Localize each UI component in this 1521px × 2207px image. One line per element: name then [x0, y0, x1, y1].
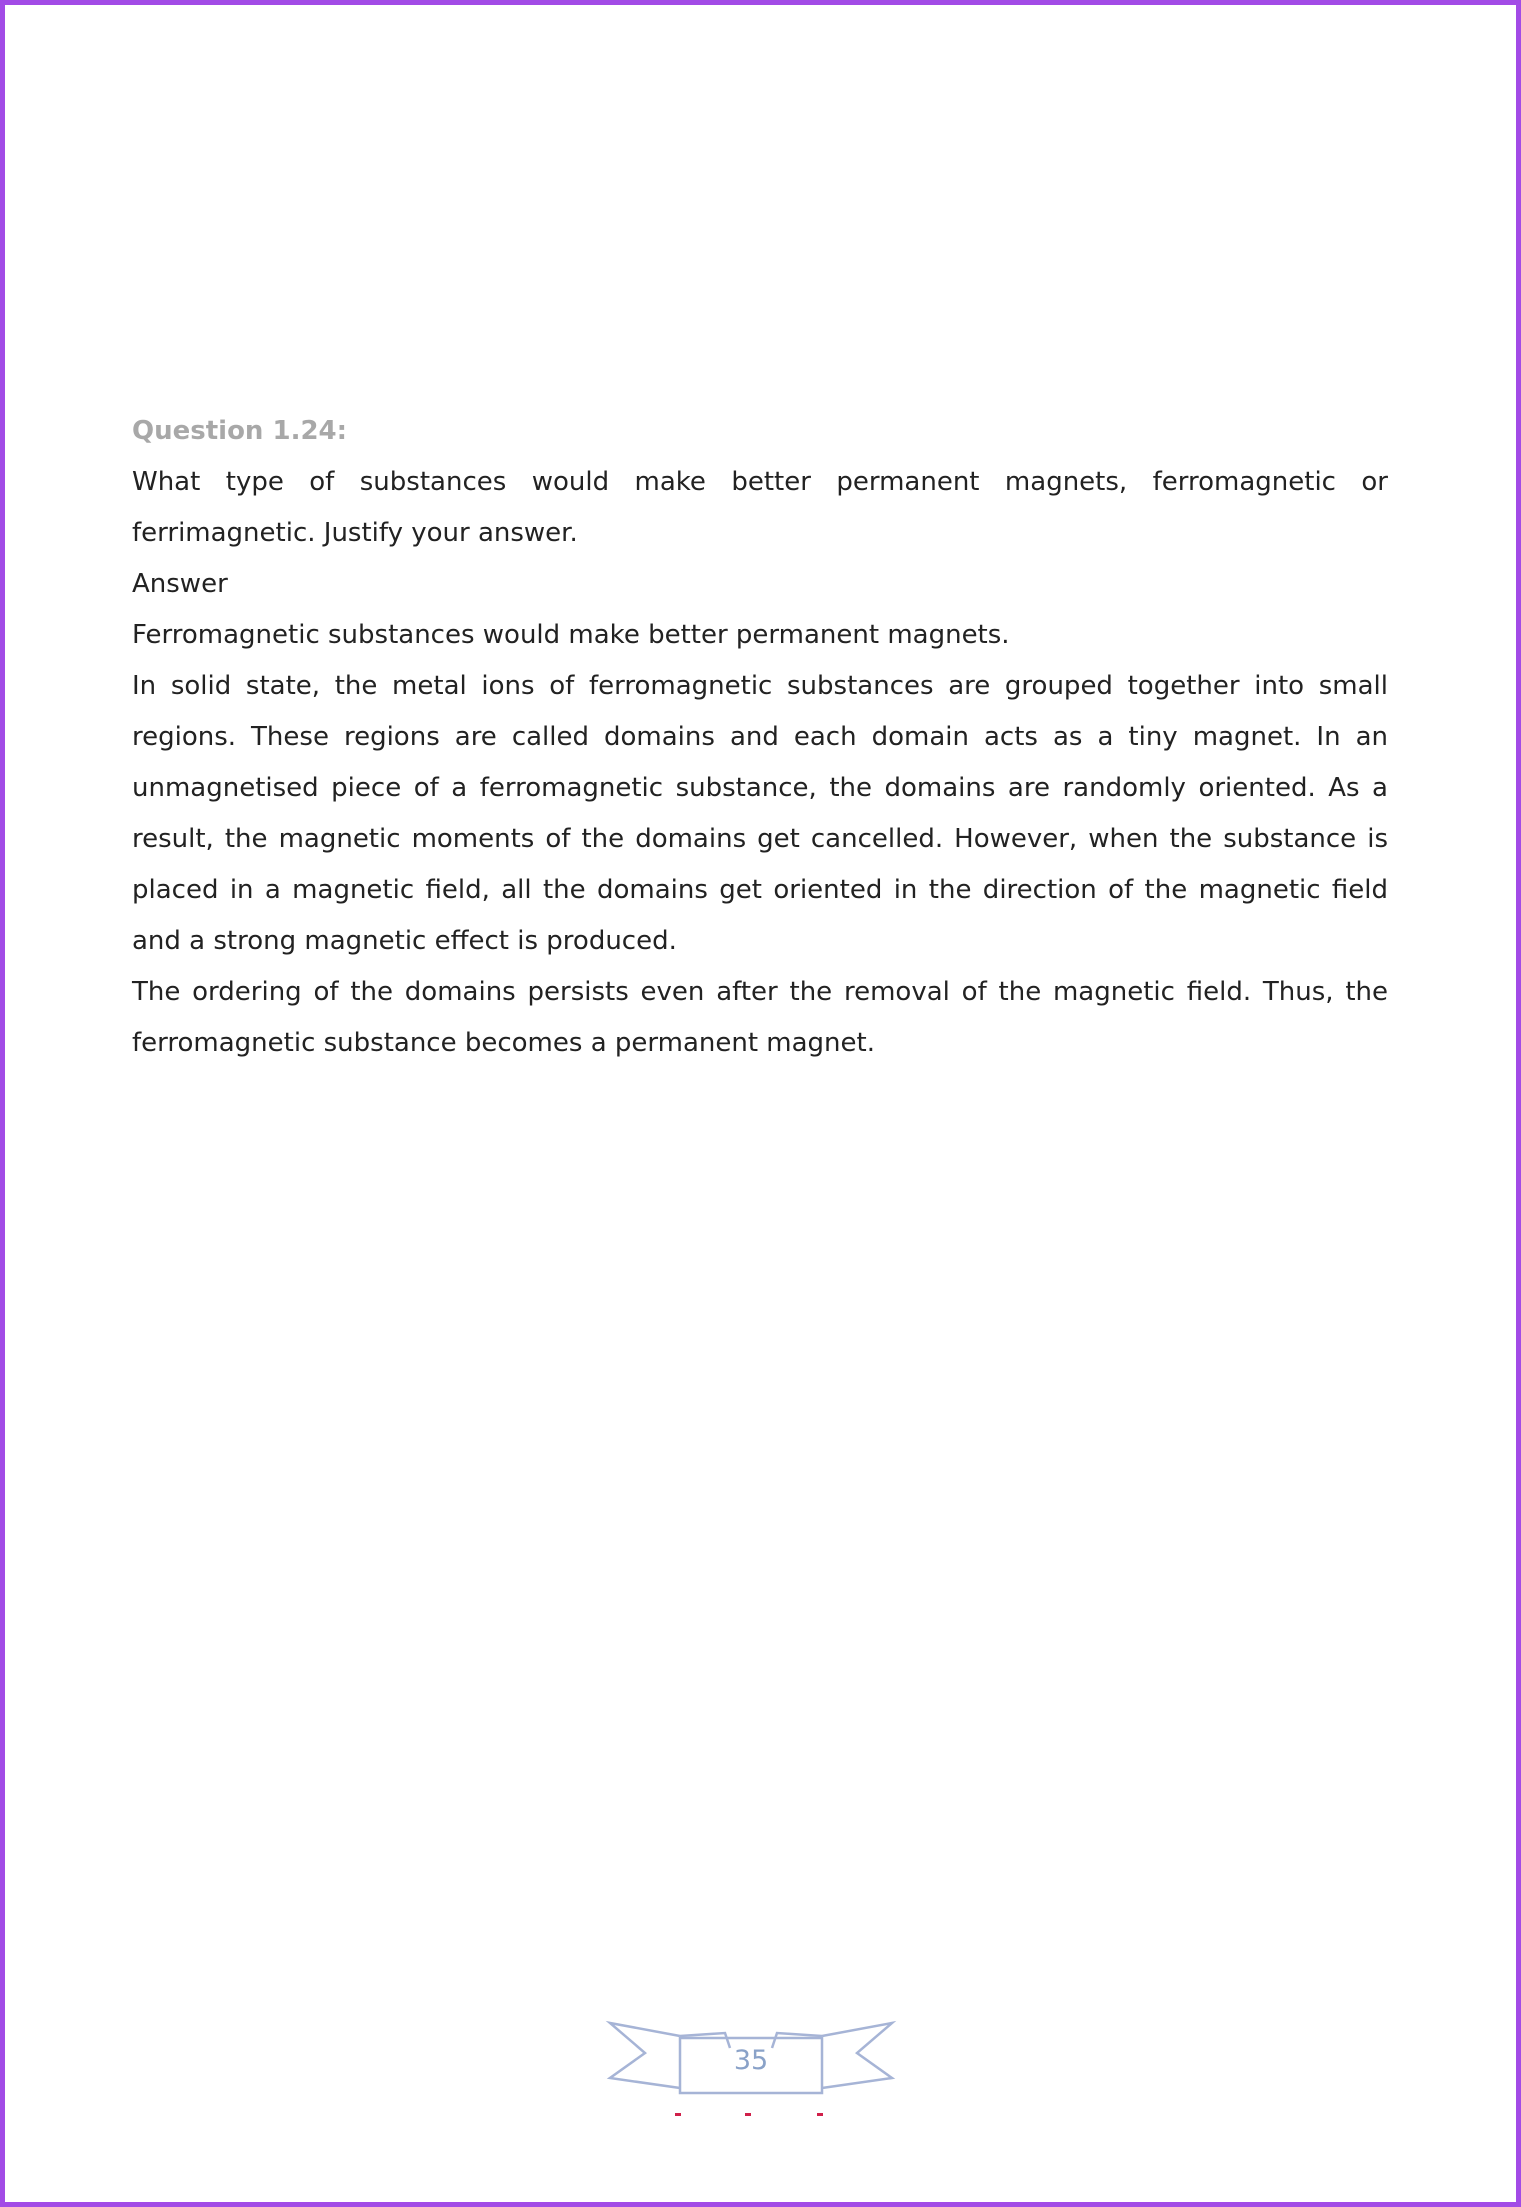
- answer-paragraph: The ordering of the domains persists even after the removal of the magnetic field. Thus, the ferromagnetic substance becomes a permanent magnet.: [132, 977, 1388, 1058]
- answer-label: Answer: [132, 569, 228, 599]
- document-body: [132, 406, 1388, 1069]
- answer-paragraph: In solid state, the metal ions of ferromagnetic substances are grouped together into small regions. These regions are called domains and each domain acts as a tiny magnet. In an unmagnetised piece of a ferromagnetic substance, the domains are randomly oriented. As a result, the magnetic moments of the domains get cancelled. However, when the substance is placed in a magnetic field, all the domains get oriented in the direction of the magnetic field and a strong magnetic effect is produced.: [132, 671, 1388, 956]
- answer-paragraph: Ferromagnetic substances would make better permanent magnets.: [132, 620, 1010, 650]
- question-heading: Question 1.24:: [132, 416, 348, 446]
- question-text: What type of substances would make better permanent magnets, ferromagnetic or ferrimagnetic. Justify your answer.: [132, 467, 1388, 548]
- page-number: 35: [733, 2045, 769, 2076]
